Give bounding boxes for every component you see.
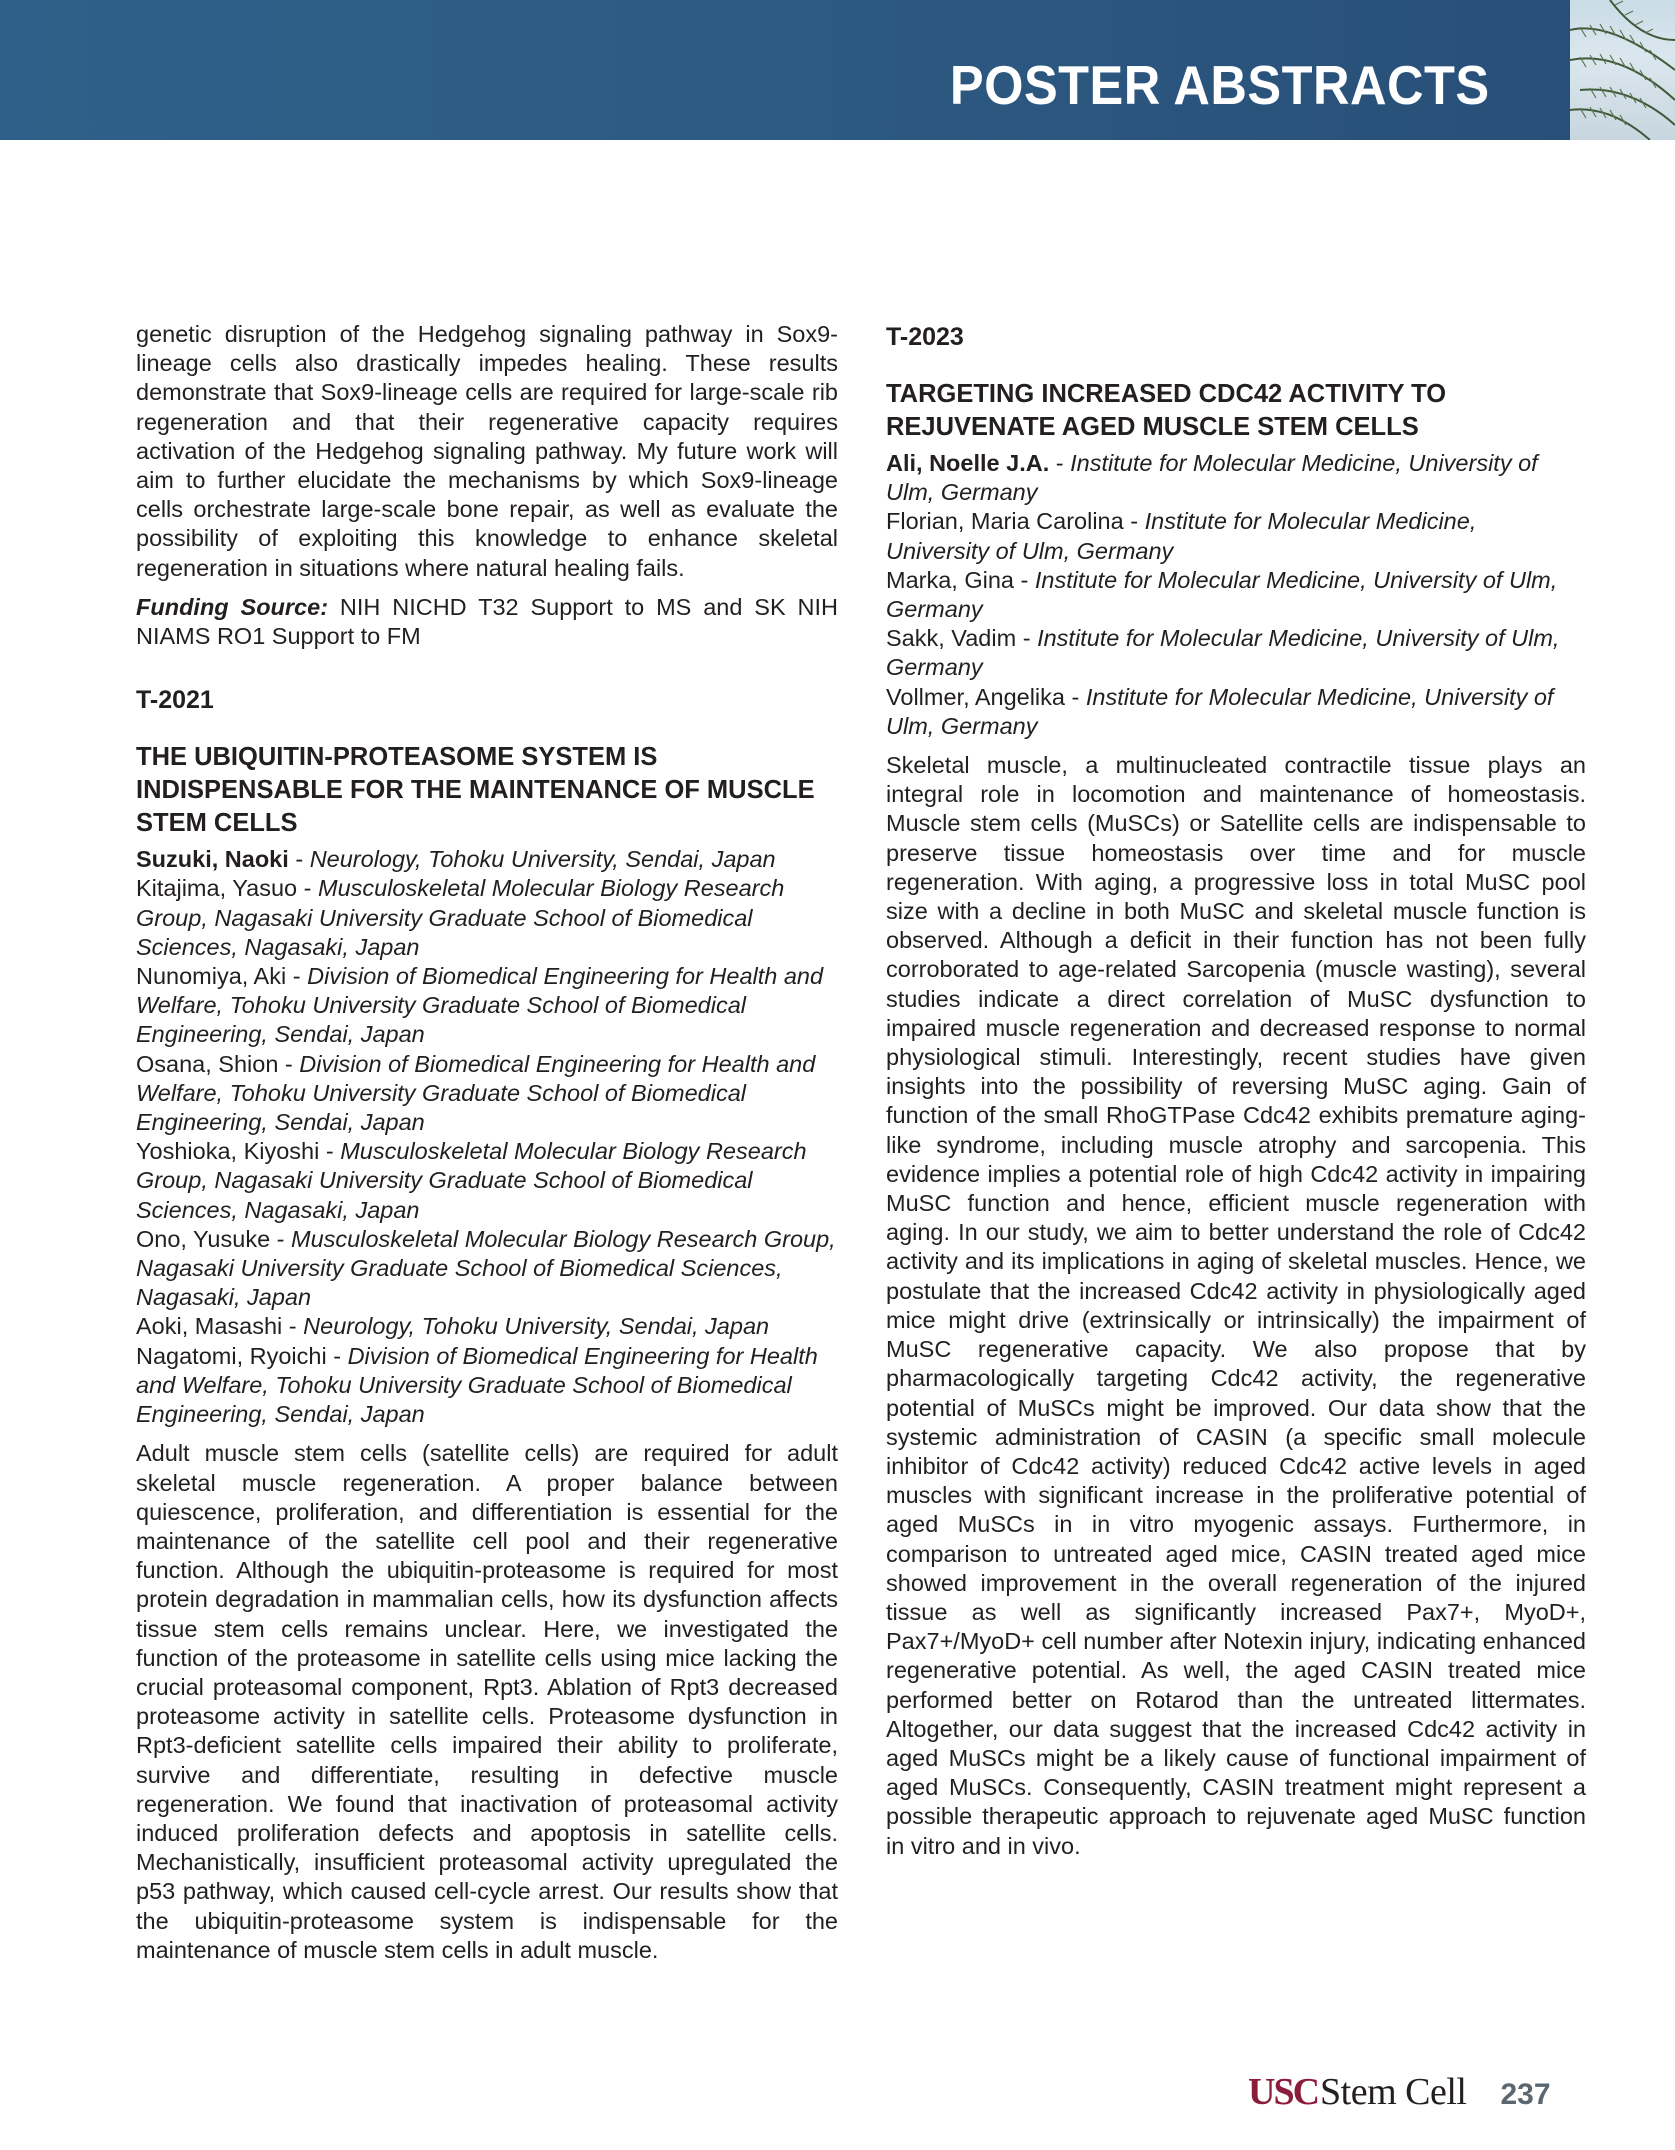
palm-leaves-icon: [1570, 0, 1675, 140]
author-affiliation: Institute for Molecular Medicine, University of Ulm, Germany: [886, 450, 1538, 506]
author-entry: Osana, Shion - Division of Biomedical Engineering for Health and Welfare, Tohoku University Graduate School of Biomedical Engineering, Sendai, Japan: [136, 1050, 816, 1136]
abstract-id: T-2023: [886, 323, 964, 351]
left-column: [136, 320, 838, 1965]
author-entry: Aoki, Masashi - Neurology, Tohoku University, Sendai, Japan: [136, 1313, 770, 1340]
author-name: Florian, Maria Carolina: [886, 508, 1124, 535]
author-entry: Yoshioka, Kiyoshi - Musculoskeletal Molecular Biology Research Group, Nagasaki University Graduate School of Biomedical Sciences, Nagasaki, Japan: [136, 1138, 807, 1223]
author-list: [886, 449, 1586, 741]
author-name: Sakk, Vadim: [886, 625, 1017, 652]
author-entry: Ali, Noelle J.A. - Institute for Molecular Medicine, University of Ulm, Germany: [886, 450, 1538, 506]
usc-logo: USC: [1248, 2071, 1319, 2113]
right-column: [886, 322, 1586, 1861]
author-name: Marka, Gina: [886, 566, 1014, 593]
author-affiliation: Institute for Molecular Medicine, University of Ulm, Germany: [886, 625, 1560, 681]
author-name: Nunomiya, Aki: [136, 963, 287, 990]
continuation-paragraph: genetic disruption of the Hedgehog signaling pathway in Sox9-lineage cells also drastically impedes healing. These results demonstrate that Sox9-lineage cells are required for large-scale rib regeneration and that their regenerative capacity requires activation of the Hedgehog signaling pathway. My future work will aim to further elucidate the mechanisms by which Sox9-lineage cells orchestrate large-scale bone repair, as well as evaluate the possibility of exploiting this knowledge to enhance skeletal regeneration in situations where natural healing fails.: [136, 321, 838, 581]
abstract-body: Adult muscle stem cells (satellite cells) are required for adult skeletal muscle regeneration. A proper balance between quiescence, proliferation, and differentiation is essential for the maintenance of the satellite cell pool and their regenerative function. Although the ubiquitin-proteasome is required for most protein degradation in mammalian cells, how its dysfunction affects tissue stem cells remains unclear. Here, we investigated the function of the proteasome in satellite cells using mice lacking the crucial proteasomal component, Rpt3. Ablation of Rpt3 decreased proteasome activity in satellite cells. Proteasome dysfunction in Rpt3-deficient satellite cells impaired their ability to proliferate, survive and differentiate, resulting in defective muscle regeneration. We found that inactivation of proteasomal activity induced proliferation defects and apoptosis in satellite cells. Mechanistically, insufficient proteasomal activity upregulated the p53 pathway, which caused cell-cycle arrest. Our results show that the ubiquitin-proteasome system is indispensable for the maintenance of muscle stem cells in adult muscle.: [136, 1440, 838, 1963]
page-number: 237: [1500, 2078, 1551, 2111]
author-affiliation: Institute for Molecular Medicine, University of Ulm, Germany: [886, 566, 1558, 623]
abstract-title: TARGETING INCREASED CDC42 ACTIVITY TO REJUVENATE AGED MUSCLE STEM CELLS: [886, 380, 1447, 441]
author-list: [136, 845, 838, 1429]
author-entry: Suzuki, Naoki - Neurology, Tohoku University, Sendai, Japan: [136, 846, 776, 873]
author-entry: Vollmer, Angelika - Institute for Molecular Medicine, University of Ulm, Germany: [886, 683, 1554, 739]
funding-source: [136, 593, 838, 651]
palm-tree-image: [1570, 0, 1675, 140]
author-affiliation: Musculoskeletal Molecular Biology Research Group, Nagasaki University Graduate School of Biomedical Sciences, Nagasaki, Japan: [136, 1138, 807, 1223]
author-affiliation: Division of Biomedical Engineering for Health and Welfare, Tohoku University Graduate School of Biomedical Engineering, Sendai, Japan: [136, 1342, 818, 1428]
page-footer: [1248, 2070, 1551, 2114]
author-affiliation: Division of Biomedical Engineering for Health and Welfare, Tohoku University Graduate School of Biomedical Engineering, Sendai, Japan: [136, 963, 824, 1048]
author-affiliation: Musculoskeletal Molecular Biology Research Group, Nagasaki University Graduate School of Biomedical Sciences, Nagasaki, Japan: [136, 875, 785, 960]
author-affiliation: Division of Biomedical Engineering for Health and Welfare, Tohoku University Graduate School of Biomedical Engineering, Sendai, Japan: [136, 1050, 816, 1136]
author-entry: Nagatomi, Ryoichi - Division of Biomedical Engineering for Health and Welfare, Tohoku University Graduate School of Biomedical Engineering, Sendai, Japan: [136, 1342, 818, 1428]
author-affiliation: Neurology, Tohoku University, Sendai, Japan: [309, 846, 776, 873]
stem-cell-logo: Stem Cell: [1320, 2071, 1467, 2113]
author-affiliation: Musculoskeletal Molecular Biology Research Group, Nagasaki University Graduate School of Biomedical Sciences, Nagasaki, Japan: [136, 1225, 836, 1311]
section-title: POSTER ABSTRACTS: [950, 54, 1490, 116]
author-name: Nagatomi, Ryoichi: [136, 1342, 327, 1369]
author-name: Ali, Noelle J.A.: [886, 450, 1050, 476]
author-entry: Florian, Maria Carolina - Institute for Molecular Medicine, University of Ulm, Germany: [886, 508, 1477, 564]
funding-label: Funding Source:: [136, 593, 329, 620]
author-affiliation: Institute for Molecular Medicine, University of Ulm, Germany: [886, 683, 1554, 739]
author-name: Ono, Yusuke: [136, 1225, 271, 1252]
author-affiliation: Neurology, Tohoku University, Sendai, Japan: [303, 1313, 770, 1340]
author-name: Suzuki, Naoki: [136, 846, 289, 873]
author-entry: Kitajima, Yasuo - Musculoskeletal Molecular Biology Research Group, Nagasaki University Graduate School of Biomedical Sciences, Nagasaki, Japan: [136, 875, 785, 960]
author-name: Aoki, Masashi: [136, 1313, 283, 1340]
abstract-title: THE UBIQUITIN-PROTEASOME SYSTEM IS INDISPENSABLE FOR THE MAINTENANCE OF MUSCLE STEM CELLS: [136, 743, 815, 838]
author-affiliation: Institute for Molecular Medicine, University of Ulm, Germany: [886, 508, 1477, 564]
author-entry: Ono, Yusuke - Musculoskeletal Molecular Biology Research Group, Nagasaki University Graduate School of Biomedical Sciences, Nagasaki, Japan: [136, 1225, 836, 1311]
author-entry: Sakk, Vadim - Institute for Molecular Medicine, University of Ulm, Germany: [886, 625, 1560, 681]
author-name: Yoshioka, Kiyoshi: [136, 1138, 320, 1165]
author-entry: Nunomiya, Aki - Division of Biomedical Engineering for Health and Welfare, Tohoku University Graduate School of Biomedical Engineering, Sendai, Japan: [136, 963, 824, 1048]
author-entry: Marka, Gina - Institute for Molecular Medicine, University of Ulm, Germany: [886, 566, 1558, 623]
author-name: Vollmer, Angelika: [886, 683, 1065, 710]
author-name: Osana, Shion: [136, 1050, 279, 1077]
author-name: Kitajima, Yasuo: [136, 875, 298, 902]
funding-text: NIH NICHD T32 Support to MS and SK NIH NIAMS RO1 Support to FM: [136, 593, 838, 650]
page-header-banner: [0, 0, 1570, 140]
abstract-id: T-2021: [136, 686, 214, 715]
abstract-body: Skeletal muscle, a multinucleated contractile tissue plays an integral role in locomotion and maintenance of homeostasis. Muscle stem cells (MuSCs) or Satellite cells are indispensable to preserve tissue homeostasis over time and for muscle regeneration. With aging, a progressive loss in total MuSC pool size with a decline in both MuSC and skeletal muscle function is observed. Although a deficit in their function has not been fully corroborated to age-related Sarcopenia (muscle wasting), several studies indicate a direct correlation of MuSC dysfunction to impaired muscle regeneration and decreased response to normal physiological stimuli. Interestingly, recent studies have given insights into the possibility of reversing MuSC aging. Gain of function of the small RhoGTPase Cdc42 exhibits premature aging-like syndrome, including muscle atrophy and sarcopenia. This evidence implies a potential role of high Cdc42 activity in impairing MuSC function and hence, efficient muscle regeneration with aging. In our study, we aim to better understand the role of Cdc42 activity and its implications in aging of skeletal muscles. Hence, we postulate that the increased Cdc42 activity in physiologically aged mice might drive (extrinsically or intrinsically) the impairment of MuSC regenerative capacity. We also propose that by pharmacologically targeting Cdc42 activity, the regenerative potential of MuSCs might be improved. Our data show that the systemic administration of CASIN (a specific small molecule inhibitor of Cdc42 activity) reduced Cdc42 active levels in aged muscles with significant increase in the proliferative potential of aged MuSCs in in vitro myogenic assays. Furthermore, in comparison to untreated aged mice, CASIN treated aged mice showed improvement in the overall regeneration of the injured tissue as well as significantly increased Pax7+, MyoD+, Pax7+/MyoD+ cell number after Notexin injury, indicating enhanced regenerative potential. As well, the aged CASIN treated mice performed better on Rotarod than the untreated littermates. Altogether, our data suggest that the increased Cdc42 activity in aged MuSCs might be a likely cause of functional impairment of aged MuSCs. Consequently, CASIN treatment might represent a possible therapeutic approach to rejuvenate aged MuSC function in vitro and in vivo.: [886, 752, 1586, 1859]
